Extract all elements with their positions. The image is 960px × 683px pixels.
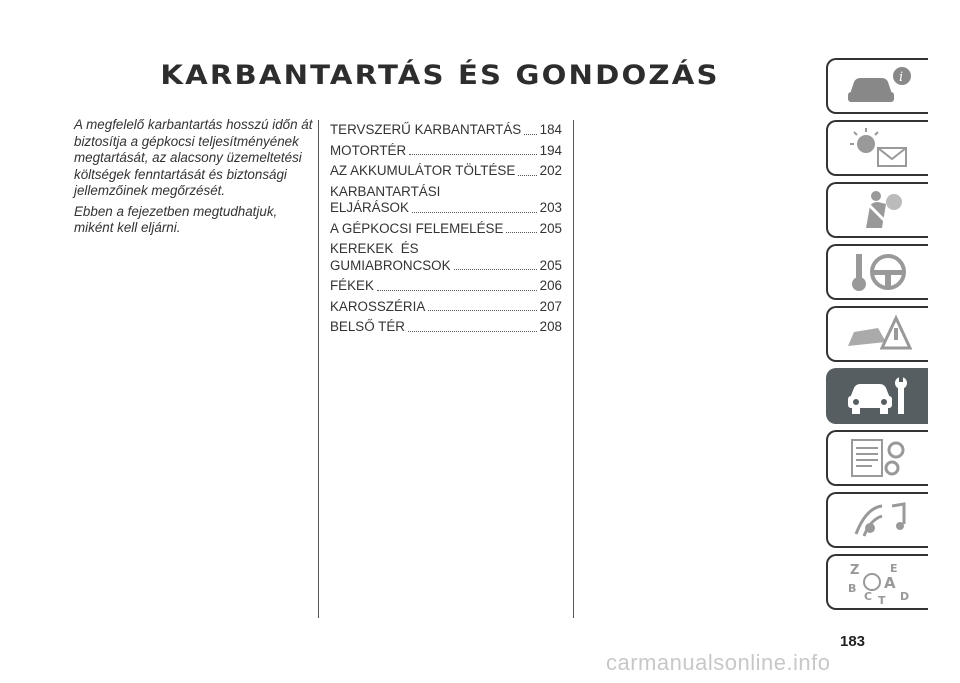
toc-item-brakes[interactable] [330,278,562,295]
svg-text:D: D [900,590,910,603]
multimedia-icon [842,498,914,542]
toc-leader [454,269,537,270]
toc-item-wheels-tyres[interactable] [330,241,562,274]
page-number: 183 [840,633,866,650]
key-steering-wheel-icon [842,250,914,294]
tab-car-info[interactable] [826,58,928,114]
toc-page: 205 [539,220,562,236]
toc-leader [412,212,537,213]
toc-leader [408,331,537,332]
column-divider-right [573,120,574,618]
intro-text [74,117,314,241]
toc-item-maintenance-procedures[interactable] [330,184,562,217]
toc-leader [377,290,537,291]
svg-text:E: E [890,562,898,575]
toc-label: TERVSZERŰ KARBANTARTÁS [330,122,522,137]
toc-leader [506,232,536,233]
svg-text:T: T [878,594,886,604]
toc-label: MOTORTÉR [330,142,407,158]
car-wrench-icon [842,374,914,418]
toc-label: A GÉPKOCSI FELEMELÉSE [330,220,504,236]
car-info-icon [842,64,914,108]
watermark-text: carmanualsonline.info [606,650,831,675]
toc-leader [428,310,536,311]
tab-emergency[interactable] [826,306,928,362]
tab-multimedia[interactable] [826,492,928,548]
chapter-title: KARBANTARTÁS ÉS GONDOZÁS [160,60,720,91]
toc-page: 194 [539,142,562,158]
toc-page: 202 [539,163,562,178]
column-divider-left [318,120,319,618]
svg-text:i: i [899,70,904,85]
tab-index[interactable] [826,554,928,610]
toc-item-interior[interactable] [330,319,562,336]
toc-page: 203 [539,200,562,215]
toc-item-battery-charging[interactable] [330,163,562,180]
toc-item-engine-compartment[interactable] [330,143,562,160]
toc-label: BELSŐ TÉR [330,319,405,334]
toc-label: ELJÁRÁSOK [330,200,409,215]
tab-warning-lights[interactable] [826,120,928,176]
toc-label-line1: KEREKEK ÉS [330,241,419,256]
seatbelt-airbag-icon [842,188,914,232]
intro-paragraph-2: Ebben a fejezetben megtudhatjuk, miként kell eljárni. [74,203,278,235]
tab-safety[interactable] [826,182,928,238]
intro-paragraph-1: A megfelelő karbantartás hosszú időn át biztosítja a gépkocsi teljesítményének megtartását, az alacsony üzemeltetési költségek fenntartását és biztonsági jellemzőinek megőrzését. [74,117,313,198]
toc-page: 206 [539,278,562,293]
toc-item-scheduled-maintenance[interactable] [330,122,562,139]
toc-item-lifting-vehicle[interactable] [330,221,562,238]
toc-page: 208 [539,319,562,334]
svg-text:A: A [884,574,896,592]
toc-page: 207 [539,298,562,314]
alphabetical-index-icon [842,560,914,604]
toc-leader [524,134,536,135]
svg-text:Z: Z [850,563,860,578]
technical-data-icon [842,436,914,480]
car-emergency-icon [842,312,914,356]
toc-label: GUMIABRONCSOK [330,257,451,273]
table-of-contents [330,122,562,340]
toc-item-bodywork[interactable] [330,299,562,316]
tab-starting-driving[interactable] [826,244,928,300]
toc-label: FÉKEK [330,278,374,293]
chapter-tabs [826,58,930,616]
svg-text:C: C [864,590,873,603]
toc-label-line1: KARBANTARTÁSI [330,183,441,199]
tab-maintenance[interactable] [826,368,928,424]
toc-label: AZ AKKUMULÁTOR TÖLTÉSE [330,163,516,178]
tab-technical-data[interactable] [826,430,928,486]
toc-page: 184 [539,122,562,137]
svg-text:B: B [848,582,857,595]
toc-page: 205 [539,257,562,273]
toc-leader [409,154,537,155]
warning-light-message-icon [842,126,914,170]
toc-leader [518,175,536,176]
toc-label: KAROSSZÉRIA [330,298,426,314]
